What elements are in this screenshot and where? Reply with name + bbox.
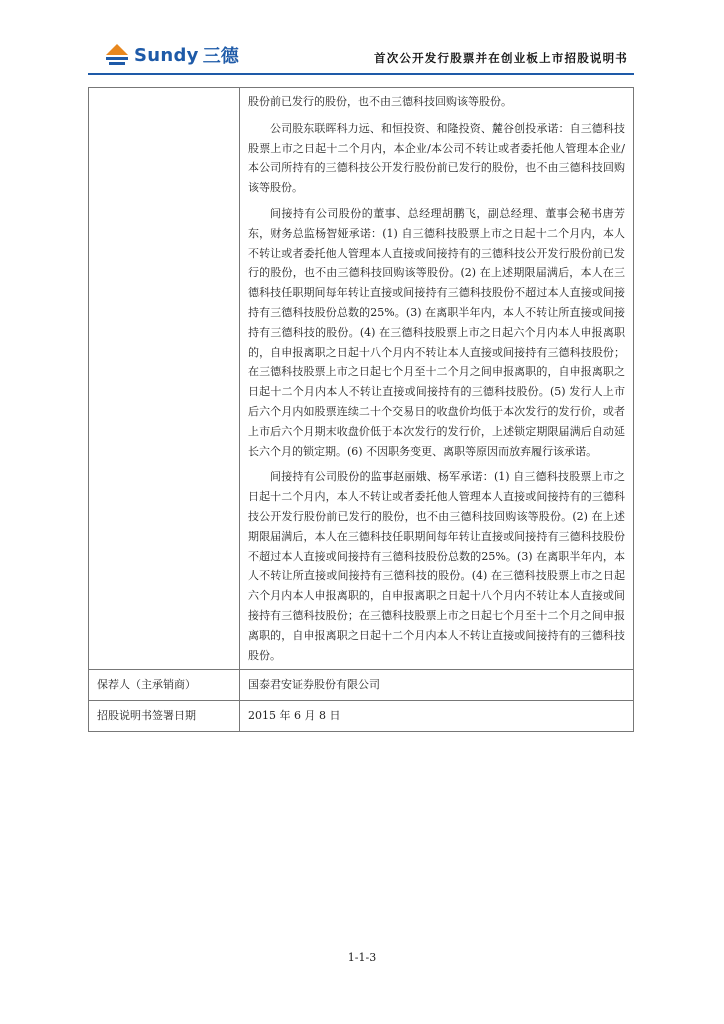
page-number: 1-1-3 bbox=[347, 951, 377, 964]
logo-text: Sundy bbox=[134, 44, 199, 66]
table-row bbox=[89, 670, 634, 701]
table-row bbox=[89, 88, 634, 670]
document-title: 首次公开发行股票并在创业板上市招股说明书 bbox=[374, 51, 628, 65]
sponsor-value: 国泰君安证券股份有限公司 bbox=[240, 670, 634, 701]
page-header bbox=[88, 38, 634, 74]
info-table bbox=[88, 87, 634, 732]
commitment-paragraph: 公司股东联晖科力远、和恒投资、和隆投资、麓谷创投承诺：自三德科技股票上市之日起十二个月内，本企业/本公司不转让或者委托他人管理本企业/本公司所持有的三德科技公开发行股份前已发行的股份，也不由三德科技回购该等股份。 bbox=[248, 121, 625, 195]
sign-date-label: 招股说明书签署日期 bbox=[89, 701, 240, 732]
sponsor-label: 保荐人（主承销商） bbox=[89, 670, 240, 701]
sign-date-value: 2015 年 6 月 8 日 bbox=[240, 701, 634, 732]
commitment-paragraph: 间接持有公司股份的董事、总经理胡鹏飞，副总经理、董事会秘书唐芳东，财务总监杨智娅承诺：(1) 自三德科技股票上市之日起十二个月内，本人不转让或者委托他人管理本人直接或间接持有的三德科技公开发行股份前已发行的股份，也不由三德科技回购该等股份。(2) 在上述期限届满后，本人在三德科技任职期间每年转让直接或间接持有三德科技股份不超过本人直接或间接持有三德科技股份总数的25%。(3) 在离职半年内，本人不转让所直接或间接持有三德科技的股份。(4) 在三德科技股票上市之日起六个月内本人申报离职的，自申报离职之日起十八个月内不转让本人直接或间接持有三德科技股份；在三德科技股票上市之日起七个月至十二个月之间申报离职的，自申报离职之日起十二个月内本人不转让直接或间接持有的三德科技股份。(5) 发行人上市后六个月内如股票连续二十个交易日的收盘价均低于本次发行的发行价，或者上市后六个月期末收盘价低于本次发行的发行价，上述锁定期限届满后自动延长六个月的锁定期。(6) 不因职务变更、离职等原因而放弃履行该承诺。 bbox=[248, 206, 625, 458]
company-logo bbox=[104, 42, 239, 68]
logo-cn-text: 三德 bbox=[202, 46, 239, 67]
commitment-paragraph: 间接持有公司股份的监事赵丽娥、杨军承诺：(1) 自三德科技股票上市之日起十二个月内，本人不转让或者委托他人管理本人直接或间接持有的三德科技公开发行股份前已发行的股份，也不由三德科技回购该等股份。(2) 在上述期限届满后，本人在三德科技任职期间每年转让直接或间接持有三德科技股份不超过本人直接或间接持有三德科技股份总数的25%。(3) 在离职半年内，本人不转让所直接或间接持有三德科技的股份。(4) 在三德科技股票上市之日起六个月内本人申报离职的，自申报离职之日起十八个月内不转让本人直接或间接持有三德科技股份；在三德科技股票上市之日起七个月至十二个月之间申报离职的，自申报离职之日起十二个月内本人不转让直接或间接持有的三德科技股份。 bbox=[248, 470, 625, 662]
sundy-logo-icon bbox=[104, 42, 130, 68]
header-divider bbox=[88, 73, 634, 75]
table-row bbox=[89, 701, 634, 732]
empty-label-cell bbox=[89, 88, 240, 670]
commitment-paragraph: 股份前已发行的股份，也不由三德科技回购该等股份。 bbox=[248, 95, 512, 108]
commitment-cell bbox=[240, 88, 634, 670]
